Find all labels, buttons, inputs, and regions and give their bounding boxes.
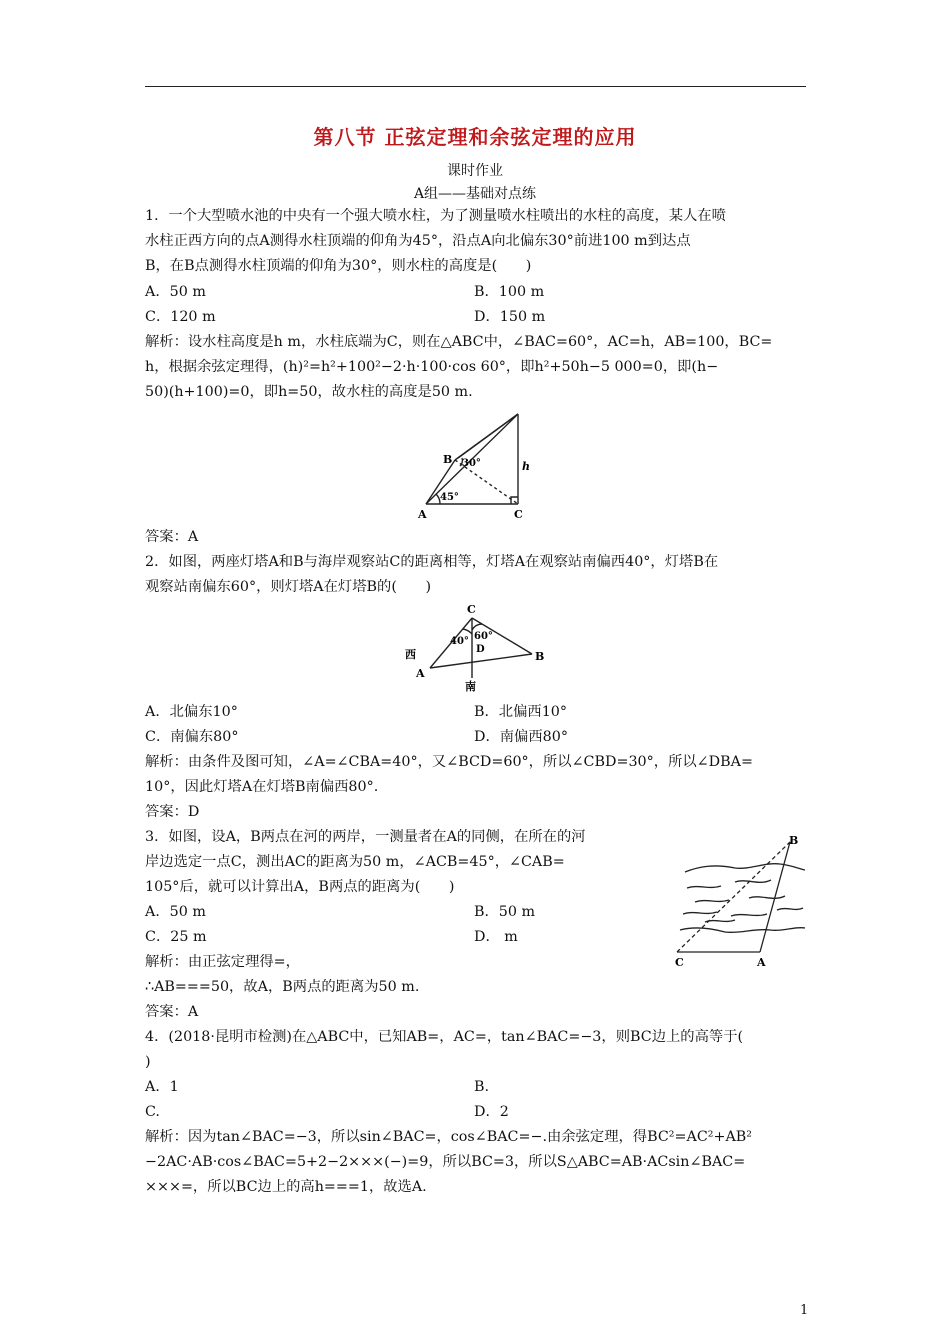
- fig2-label-d: D: [476, 644, 485, 655]
- fig1-label-a: A: [418, 508, 427, 521]
- fig3-far-bank: [685, 864, 805, 872]
- q1-line-1: 1．一个大型喷水池的中央有一个强大喷水柱，为了测量喷水柱喷出的水柱的高度，某人在喷: [145, 208, 726, 224]
- q1-line-3: B，在B点测得水柱顶端的仰角为30°，则水柱的高度是( ): [145, 258, 532, 274]
- q2-line-1: 2．如图，两座灯塔A和B与海岸观察站C的距离相等，灯塔A在观察站南偏西40°，灯塔B在: [145, 554, 719, 570]
- fig1-right-angle: [511, 497, 518, 504]
- fig1-line-b-top-2: [458, 414, 518, 458]
- q3-line-2: 岸边选定一点C，测出AC的距离为50 m，∠ACB=45°，∠CAB=: [145, 854, 565, 870]
- fig2-line-ab: [430, 654, 532, 668]
- fig3-line-cb: [677, 842, 790, 952]
- q2-option-c: C．南偏东80°: [145, 729, 239, 745]
- q1-line-2: 水柱正西方向的点A测得水柱顶端的仰角为45°，沿点A向北偏东30°前进100 m到达点: [145, 233, 691, 249]
- fig1-label-h: h: [522, 460, 530, 473]
- q2-option-d: D．南偏西80°: [474, 729, 568, 745]
- fig2-label-a: A: [416, 667, 425, 680]
- page-title: 第八节 正弦定理和余弦定理的应用: [313, 125, 637, 149]
- header-rule: [145, 86, 806, 87]
- q1-option-a: A．50 m: [145, 284, 206, 300]
- q1-answer: 答案：A: [145, 529, 199, 545]
- fig2-arc-60: [472, 624, 482, 630]
- q1-option-d: D．150 m: [474, 309, 546, 325]
- q3-answer: 答案：A: [145, 1004, 199, 1020]
- figure-river: [665, 830, 813, 970]
- q4-option-c: C.: [145, 1104, 160, 1120]
- q4-line-1: 4．(2018·昆明市检测)在△ABC中，已知AB=，AC=，tan∠BAC=−3，则BC边上的高等于(: [145, 1029, 744, 1045]
- figure-lighthouse: [400, 600, 560, 695]
- figure-fountain: [410, 408, 540, 523]
- fig2-label-c: C: [467, 603, 476, 616]
- q2-option-a: A．北偏东10°: [145, 704, 238, 720]
- page-number: 1: [800, 1303, 809, 1318]
- group-heading: A组——基础对点练: [413, 186, 537, 202]
- q1-solution-2: h，根据余弦定理得，(h)²=h²+100²−2·h·100·cos 60°，即h²+50h−5 000=0，即(h−: [145, 359, 719, 375]
- fig1-angle-45: 45°: [440, 492, 459, 503]
- q4-solution-2: −2AC·AB·cos∠BAC=5+2−2×××(−)=9，所以BC=3，所以S△ABC=AB·ACsin∠BAC=: [145, 1154, 746, 1170]
- fig3-label-a: A: [757, 956, 766, 969]
- q3-option-d: D． m: [474, 929, 518, 945]
- fig1-label-c: C: [514, 508, 523, 521]
- q4-option-b: B.: [474, 1079, 490, 1095]
- q3-option-b: B．50 m: [474, 904, 536, 920]
- q1-option-c: C．120 m: [145, 309, 216, 325]
- fig3-label-b: B: [789, 834, 799, 847]
- q3-line-1: 3．如图，设A，B两点在河的两岸，一测量者在A的同侧，在所在的河: [145, 829, 586, 845]
- fig2-arc-40: [463, 629, 472, 634]
- fig2-angle-40: 40°: [450, 636, 469, 647]
- q2-line-2: 观察站南偏东60°，则灯塔A在灯塔B的( ): [145, 579, 432, 595]
- q2-solution-2: 10°，因此灯塔A在灯塔B南偏西80°.: [145, 779, 379, 795]
- q4-solution-3: ×××=，所以BC边上的高h===1，故选A.: [145, 1179, 427, 1195]
- q1-solution-3: 50)(h+100)=0，即h=50，故水柱的高度是50 m.: [145, 384, 473, 400]
- q2-solution-1: 解析：由条件及图可知，∠A=∠CBA=40°，又∠BCD=60°，所以∠CBD=30°，所以∠DBA=: [145, 754, 753, 770]
- fig1-angle-30: 30°: [462, 458, 481, 469]
- fig2-label-b: B: [535, 650, 545, 663]
- subtitle: 课时作业: [447, 163, 503, 179]
- q3-option-c: C．25 m: [145, 929, 207, 945]
- q2-option-b: B．北偏西10°: [474, 704, 568, 720]
- q4-option-d: D．2: [474, 1104, 509, 1120]
- q1-option-b: B．100 m: [474, 284, 545, 300]
- q3-solution-2: ∴AB===50，故A，B两点的距离为50 m.: [145, 979, 420, 995]
- fig3-label-c: C: [675, 956, 684, 969]
- fig2-label-west: 西: [405, 648, 416, 661]
- q4-solution-1: 解析：因为tan∠BAC=−3，所以sin∠BAC=，cos∠BAC=−.由余弦定理，得BC²=AC²+AB²: [145, 1129, 753, 1145]
- q4-line-2: ): [145, 1054, 151, 1070]
- q2-answer: 答案：D: [145, 804, 200, 820]
- q4-option-a: A．1: [145, 1079, 179, 1095]
- q3-solution-1: 解析：由正弦定理得=，: [145, 954, 300, 970]
- q3-option-a: A．50 m: [145, 904, 206, 920]
- q3-line-3: 105°后，就可以计算出A，B两点的距离为( ): [145, 879, 455, 895]
- q1-solution-1: 解析：设水柱高度是h m，水柱底端为C，则在△ABC中，∠BAC=60°，AC=h，AB=100，BC=: [145, 334, 773, 350]
- fig2-angle-60: 60°: [474, 631, 493, 642]
- fig1-label-b: B: [443, 453, 453, 466]
- fig2-label-south: 南: [465, 680, 476, 693]
